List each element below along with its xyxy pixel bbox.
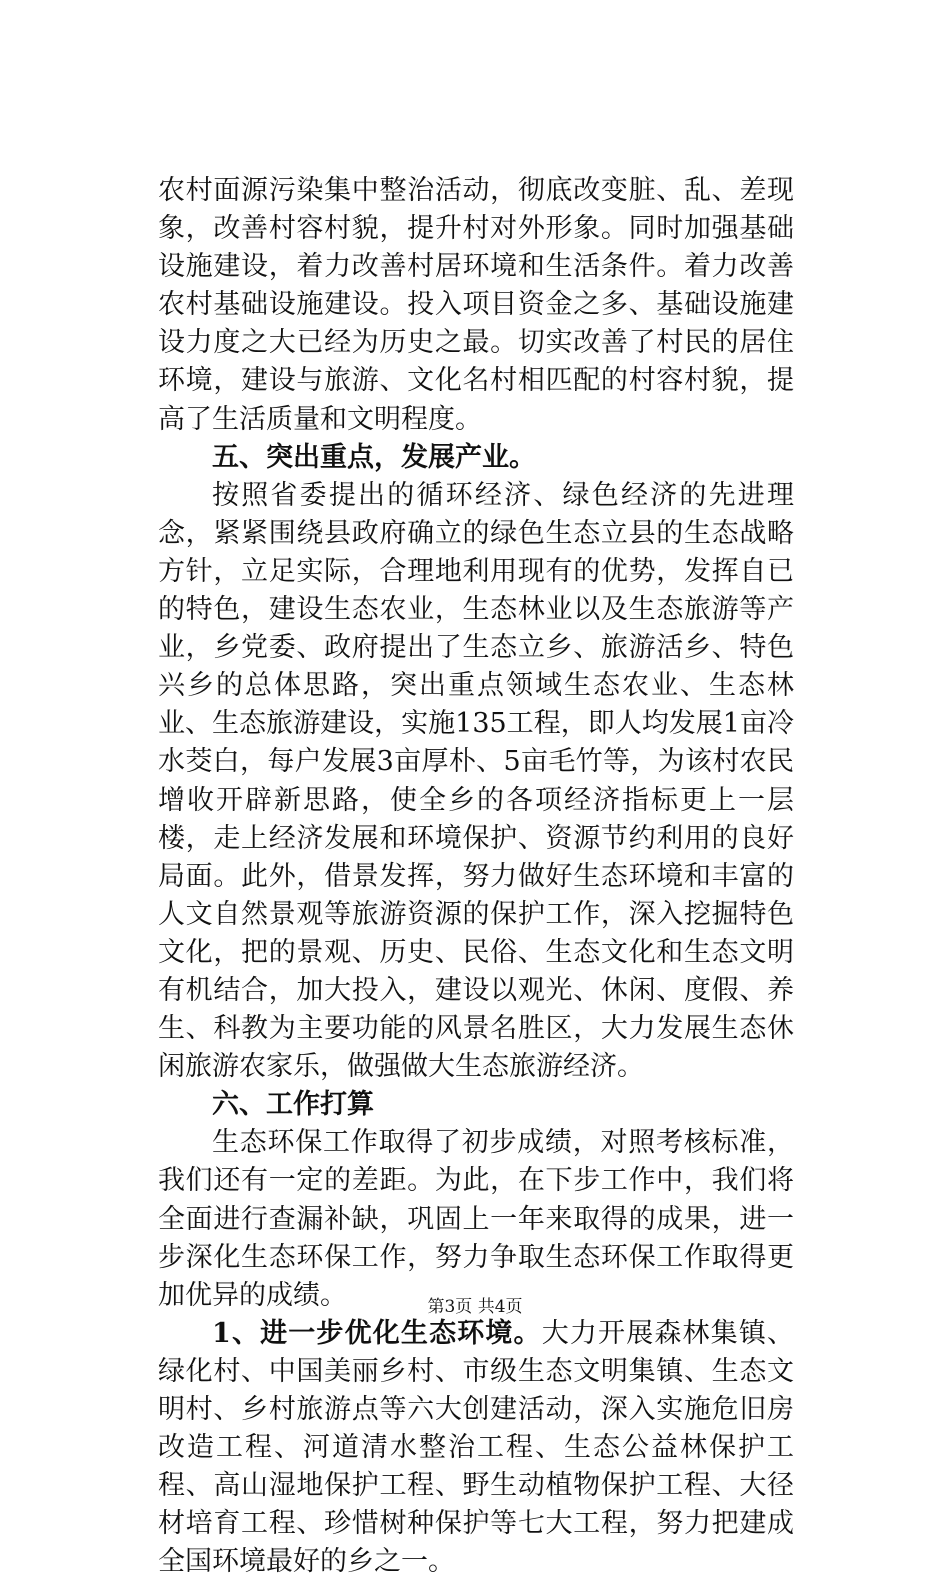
paragraph-4: [158, 1315, 794, 1581]
body-text: [158, 172, 794, 1581]
paragraph-2: 按照省委提出的循环经济、绿色经济的先进理念，紧紧围绕县政府确立的绿色生态立县的生态战略方针，立足实际，合理地利用现有的优势，发挥自已的特色，建设生态农业，生态林业以及生态旅游等产业，乡党委、政府提出了生态立乡、旅游活乡、特色兴乡的总体思路，突出重点领域生态农业、生态林业、生态旅游建设，实施135工程，即人均发展1亩冷水茭白，每户发展3亩厚朴、5亩毛竹等，为该村农民增收开辟新思路，使全乡的各项经济指标更上一层楼，走上经济发展和环境保护、资源节约利用的良好局面。此外，借景发挥，努力做好生态环境和丰富的人文自然景观等旅游资源的保护工作，深入挖掘特色文化，把的景观、历史、民俗、生态文化和生态文明有机结合，加大投入，建设以观光、休闲、度假、养生、科教为主要功能的风景名胜区，大力发展生态休闲旅游农家乐，做强做大生态旅游经济。: [158, 479, 794, 1083]
paragraph-3: 生态环保工作取得了初步成绩，对照考核标准，我们还有一定的差距。为此，在下步工作中，我们将全面进行查漏补缺，巩固上一年来取得的成果，进一步深化生态环保工作，努力争取生态环保工作取得更加优异的成绩。: [158, 1127, 794, 1311]
page-footer: 第3页 共4页: [427, 1297, 523, 1317]
heading-section-5: 五、突出重点，发展产业。: [212, 441, 536, 473]
paragraph-4-body: 大力开展森林集镇、绿化村、中国美丽乡村、市级生态文明集镇、生态文明村、乡村旅游点等六大创建活动，深入实施危旧房改造工程、河道清水整治工程、生态公益林保护工程、高山湿地保护工程、野生动植物保护工程、大径材培育工程、珍惜树种保护等七大工程，努力把建成全国环境最好的乡之一。: [158, 1317, 794, 1578]
paragraph-1: 农村面源污染集中整治活动，彻底改变脏、乱、差现象，改善村容村貌，提升村对外形象。同时加强基础设施建设，着力改善村居环境和生活条件。着力改善农村基础设施建设。投入项目资金之多、基础设施建设力度之大已经为历史之最。切实改善了村民的居住环境，建设与旅游、文化名村相匹配的村容村貌，提高了生活质量和文明程度。: [158, 175, 794, 435]
heading-section-6: 六、工作打算: [212, 1089, 374, 1121]
paragraph-4-lead: 1、进一步优化生态环境。: [212, 1317, 542, 1349]
